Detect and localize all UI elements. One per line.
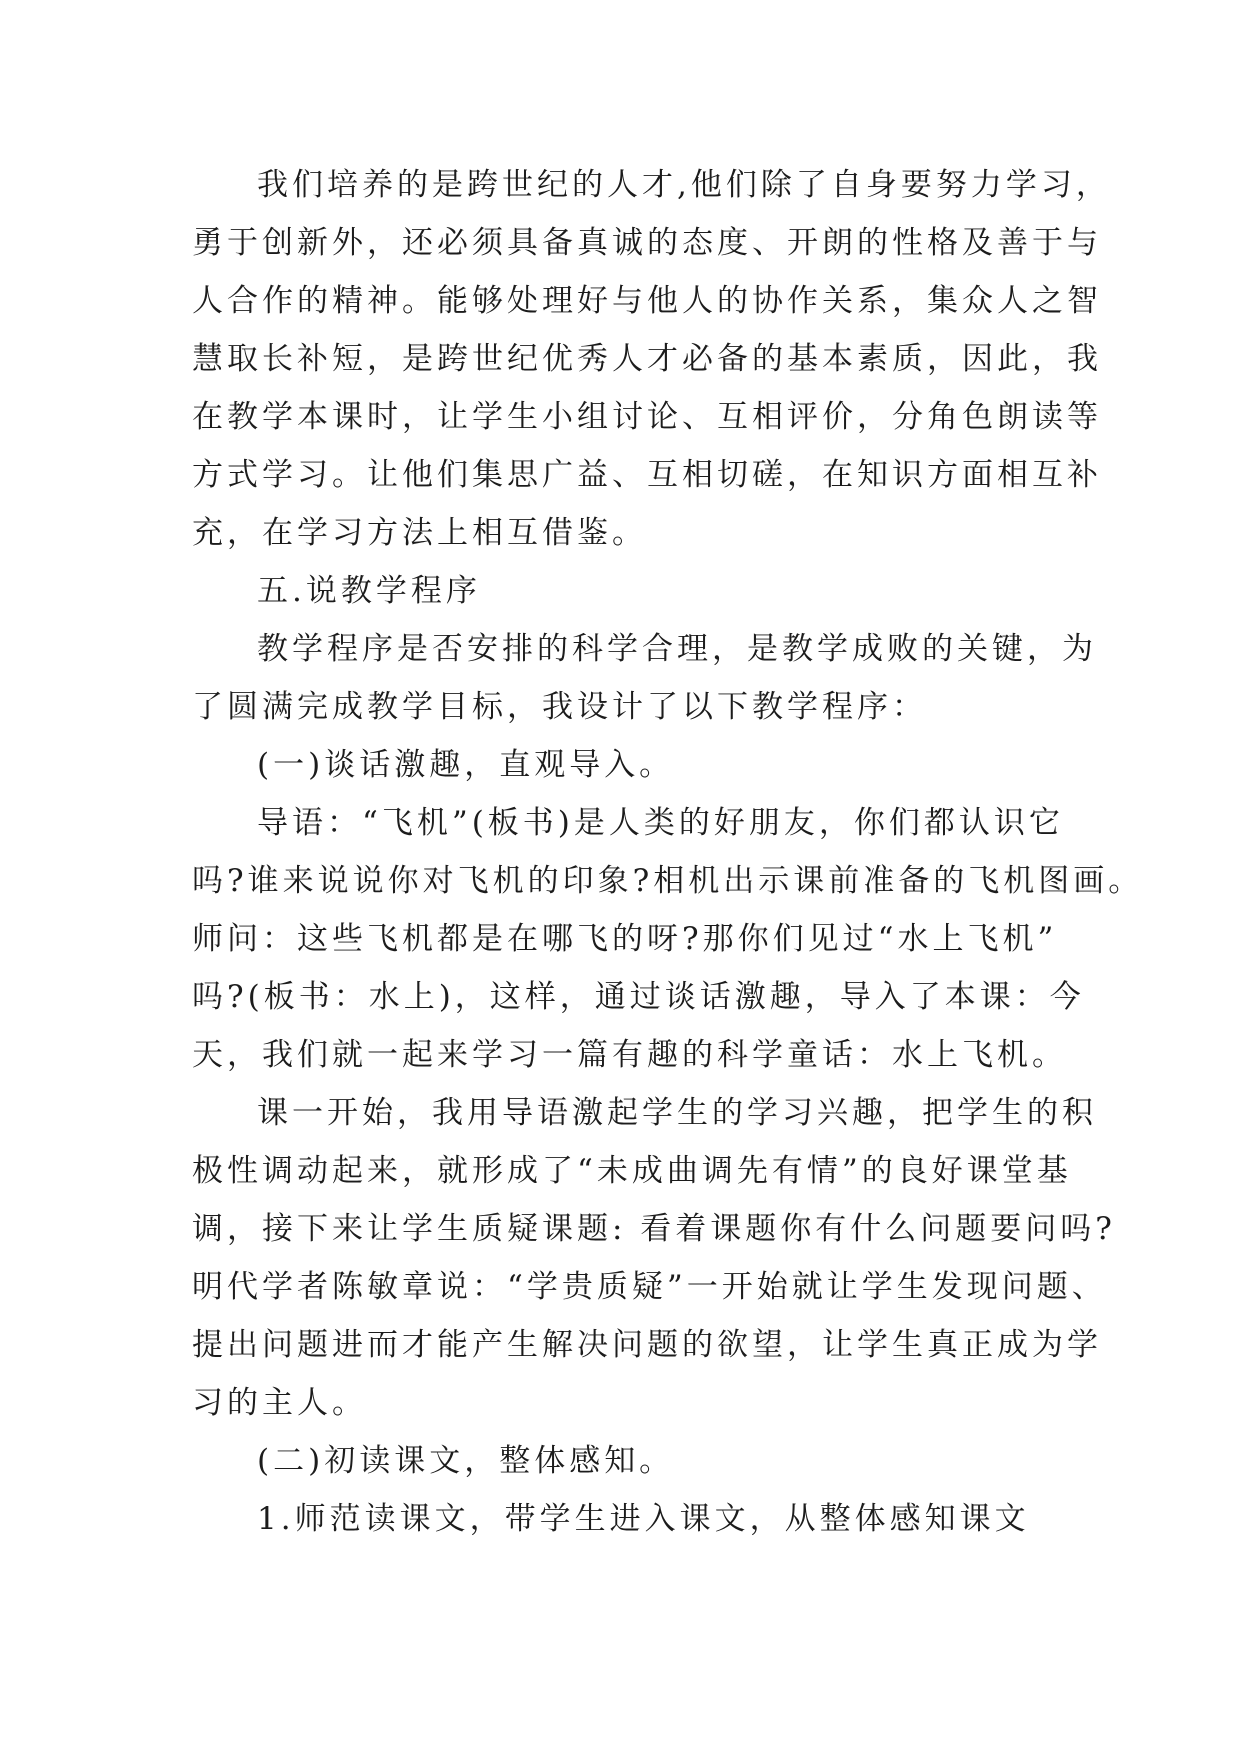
- text-line: 慧取长补短，是跨世纪优秀人才必备的基本素质，因此，我: [192, 341, 1102, 377]
- list-item: 1.师范读课文，带学生进入课文，从整体感知课文: [257, 1501, 1030, 1537]
- text-line: 天，我们就一起来学习一篇有趣的科学童话：水上飞机。: [192, 1037, 1067, 1073]
- text-line: 师问：这些飞机都是在哪飞的呀?那你们见过“水上飞机”: [192, 921, 1058, 957]
- subsection-heading: (一)谈话激趣，直观导入。: [257, 747, 675, 783]
- text-line: 充，在学习方法上相互借鉴。: [192, 515, 647, 551]
- text-line: 习的主人。: [192, 1385, 367, 1421]
- text-line: 勇于创新外，还必须具备真诚的态度、开朗的性格及善于与: [192, 225, 1102, 261]
- text-line: 吗?(板书：水上)，这样，通过谈话激趣，导入了本课：今: [192, 979, 1085, 1015]
- text-line: 了圆满完成教学目标，我设计了以下教学程序：: [192, 689, 927, 725]
- document-body: [192, 156, 1144, 1548]
- text-line: 课一开始，我用导语激起学生的学习兴趣，把学生的积: [257, 1095, 1097, 1131]
- section-heading: 五.说教学程序: [257, 573, 481, 609]
- text-line: 我们培养的是跨世纪的人才,他们除了自身要努力学习，: [257, 167, 1111, 203]
- text-line: 明代学者陈敏章说：“学贵质疑”一开始就让学生发现问题、: [192, 1269, 1107, 1305]
- text-line: 方式学习。让他们集思广益、互相切磋，在知识方面相互补: [192, 457, 1102, 493]
- text-line: 极性调动起来，就形成了“未成曲调先有情”的良好课堂基: [192, 1153, 1072, 1189]
- text-line: 提出问题进而才能产生解决问题的欲望，让学生真正成为学: [192, 1327, 1102, 1363]
- text-line: 调，接下来让学生质疑课题: 看着课题你有什么问题要问吗?: [192, 1211, 1116, 1247]
- text-line: 教学程序是否安排的科学合理，是教学成败的关键，为: [257, 631, 1097, 667]
- text-line: 吗?谁来说说你对飞机的印象?相机出示课前准备的飞机图画。: [192, 863, 1144, 899]
- text-line: 导语：“飞机”(板书)是人类的好朋友，你们都认识它: [257, 805, 1064, 841]
- text-line: 人合作的精神。能够处理好与他人的协作关系，集众人之智: [192, 283, 1102, 319]
- subsection-heading: (二)初读课文，整体感知。: [257, 1443, 675, 1479]
- text-line: 在教学本课时，让学生小组讨论、互相评价，分角色朗读等: [192, 399, 1102, 435]
